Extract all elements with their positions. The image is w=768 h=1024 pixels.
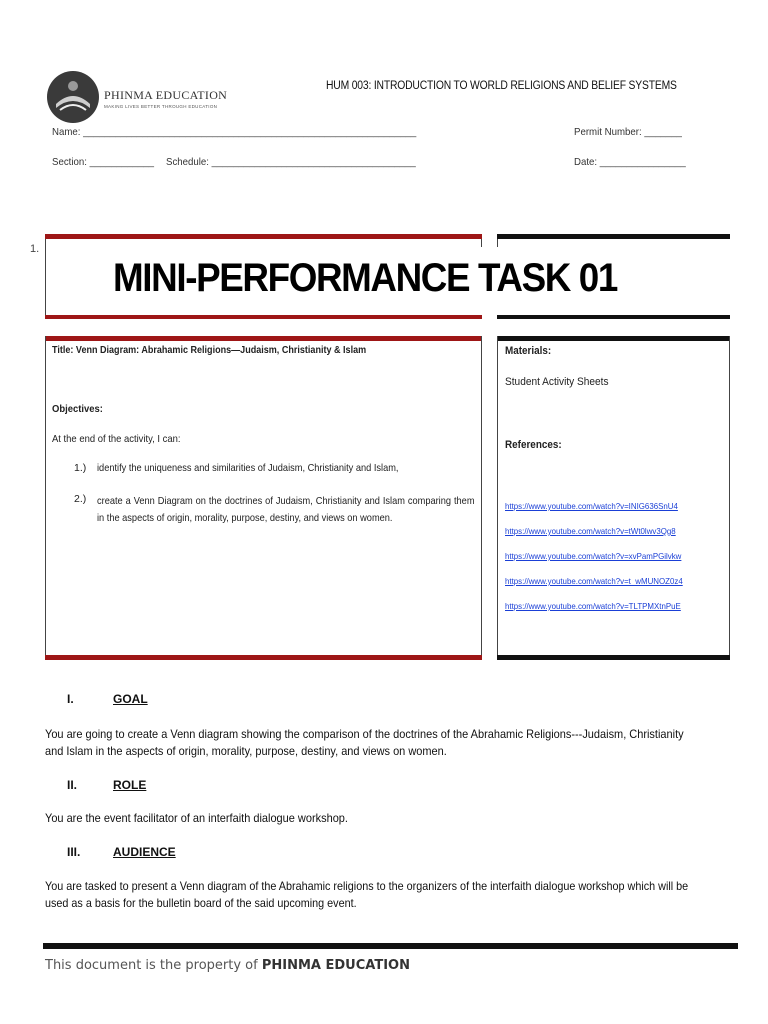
title-bottom-red-rule — [45, 315, 482, 319]
objectives-intro: At the end of the activity, I can: — [52, 433, 181, 445]
reference-link[interactable]: https://www.youtube.com/watch?v=xvPamPGilvkw — [505, 551, 682, 561]
objective-text: create a Venn Diagram on the doctrines of Judaism, Christianity and Islam comparing them in the aspects of origin, morality, purpose, destiny, and views on women. — [97, 495, 475, 524]
section-number: II. — [67, 778, 78, 792]
materials-box — [497, 336, 730, 660]
section-title-goal: GOAL — [113, 692, 148, 706]
materials-heading: Materials: — [505, 345, 552, 357]
title-mid-border-b — [497, 239, 498, 247]
right-box-bottom-rule — [497, 655, 730, 660]
reference-link[interactable]: https://www.youtube.com/watch?v=t_wMUNOZ0z4 — [505, 576, 683, 586]
section-field[interactable]: Section: ____________ — [52, 156, 155, 168]
logo-tagline: MAKING LIVES BETTER THROUGH EDUCATION — [104, 104, 218, 109]
title-top-black-rule — [497, 234, 730, 239]
footer-notice — [45, 958, 410, 973]
objectives-box — [45, 336, 482, 660]
goal-text: You are going to create a Venn diagram showing the comparison of the doctrines of the Abrahamic Religions---Judaism, Christianity and Islam in the aspects of origin, morality, purpose, destiny, and views on women. — [45, 727, 684, 758]
page-title: MINI-PERFORMANCE TASK 01 — [113, 256, 617, 300]
reference-link[interactable]: https://www.youtube.com/watch?v=TLTPMXtnPuE — [505, 601, 681, 611]
logo-name: PHINMA EDUCATION — [104, 88, 228, 102]
title-bottom-black-rule — [497, 315, 730, 319]
objectives-heading: Objectives: — [52, 403, 103, 415]
footer-prefix: This document is the property of — [45, 958, 262, 973]
footer-rule — [43, 943, 738, 949]
audience-text: You are tasked to present a Venn diagram of the Abrahamic religions to the organizers of the interfaith dialogue workshop which will be used as a basis for the bulletin board of the said upcoming event. — [45, 879, 689, 910]
materials-text: Student Activity Sheets — [505, 376, 609, 388]
phinma-logo — [46, 70, 228, 124]
section-title-role: ROLE — [113, 778, 147, 792]
objective-text: identify the uniqueness and similarities of Judaism, Christianity and Islam, — [97, 462, 399, 474]
activity-title: Title: Venn Diagram: Abrahamic Religions—Judaism, Christianity & Islam — [52, 344, 367, 356]
date-field[interactable]: Date: ________________ — [574, 156, 686, 168]
section-number: III. — [67, 845, 81, 859]
title-top-red-rule — [45, 234, 482, 239]
title-mid-border-a — [481, 239, 482, 247]
permit-number-field[interactable]: Permit Number: _______ — [574, 126, 682, 138]
objective-number: 1.) — [74, 462, 87, 474]
schedule-field[interactable]: Schedule: ______________________________________ — [166, 156, 416, 168]
objective-number: 2.) — [74, 493, 87, 505]
footer-owner: PHINMA EDUCATION — [261, 958, 410, 973]
reference-link[interactable]: https://www.youtube.com/watch?v=INIG636SnU4 — [505, 501, 678, 511]
course-title: HUM 003: INTRODUCTION TO WORLD RELIGIONS AND BELIEF SYSTEMS — [326, 80, 677, 92]
logo-emblem-icon — [46, 70, 100, 124]
section-title-audience: AUDIENCE — [113, 845, 176, 859]
title-left-border — [45, 239, 46, 315]
section-number: I. — [67, 692, 74, 706]
left-box-bottom-rule — [45, 655, 482, 660]
name-field[interactable]: Name: ______________________________________________________________ — [52, 126, 417, 138]
item-number: 1. — [30, 243, 40, 255]
reference-link[interactable]: https://www.youtube.com/watch?v=tWt0lwv3Qg8 — [505, 526, 676, 536]
role-text: You are the event facilitator of an interfaith dialogue workshop. — [45, 811, 348, 825]
references-heading: References: — [505, 439, 562, 451]
